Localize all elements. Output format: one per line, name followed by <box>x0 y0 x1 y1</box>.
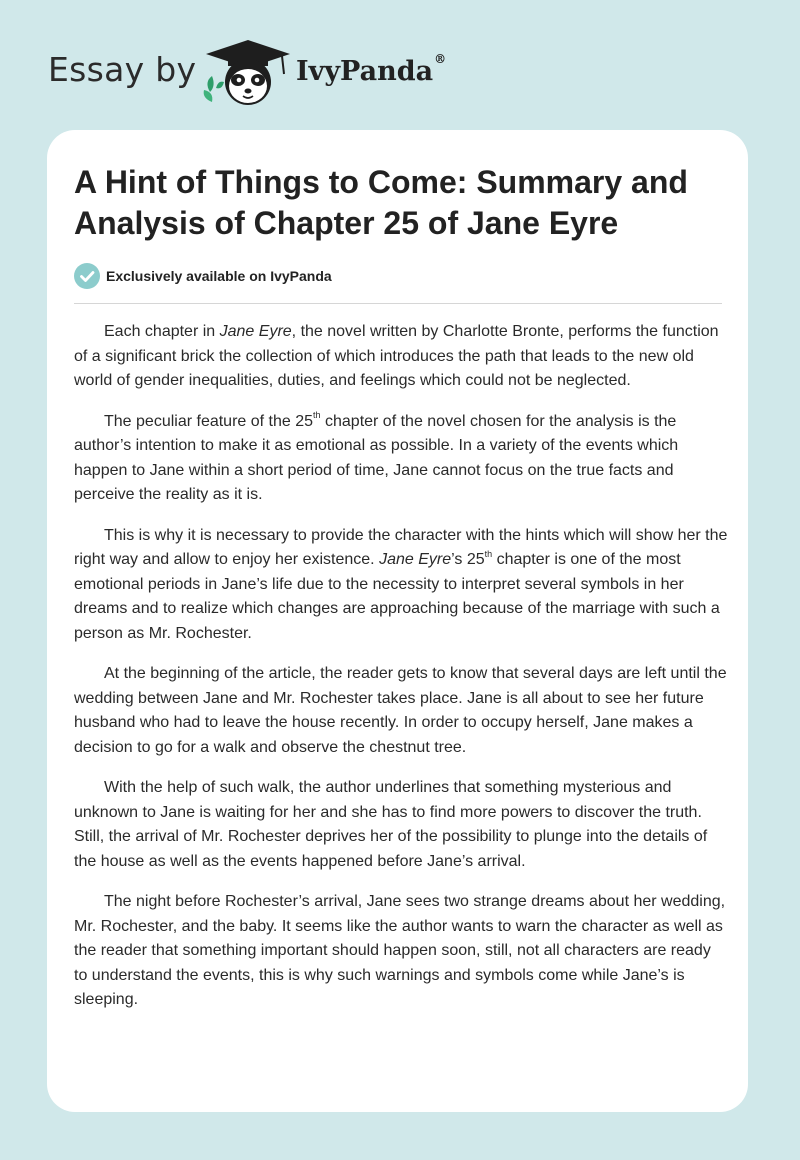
checkmark-icon <box>74 263 100 289</box>
divider <box>74 303 722 304</box>
paragraph: Each chapter in Jane Eyre, the novel written by Charlotte Bronte, performs the function of a significant brick the collection of which introduces the path that leads to the new old world of gender inequalities, duties, and feelings which could not be neglected. <box>74 323 719 389</box>
page-title: A Hint of Things to Come: Summary and Analysis of Chapter 25 of Jane Eyre <box>74 164 688 241</box>
brand-name[interactable] <box>296 52 447 87</box>
paragraph: The night before Rochester’s arrival, Jane sees two strange dreams about her wedding, Mr. Rochester, and the baby. It seems like the author wants to warn the character as well as the reader that something important should happen soon, still, not all characters are ready to understand the events, this is why such warnings and symbols come while Jane’s is sleeping. <box>74 893 726 1008</box>
paragraph: This is why it is necessary to provide the character with the hints which will show her the right way and allow to enjoy her existence. Jane Eyre’s 25th chapter is one of the most emotional periods in Jane’s life due to the necessity to interpret several symbols in her dreams and to realize which changes are approaching because of the marriage with such a person as Mr. Rochester. <box>74 526 728 642</box>
brand-name-text: IvyPanda <box>296 56 434 87</box>
brand-prefix: Essay by <box>48 50 197 89</box>
panda-graduate-icon[interactable] <box>200 38 296 108</box>
article-card <box>47 130 748 1112</box>
exclusive-label: Exclusively available on IvyPanda <box>106 268 332 284</box>
article-body <box>74 320 728 1029</box>
registered-mark: ® <box>434 52 447 66</box>
site-header <box>48 38 468 108</box>
paragraph: The peculiar feature of the 25th chapter of the novel chosen for the analysis is the author’s intention to make it as emotional as possible. In a variety of the events which happen to Jane within a short period of time, Jane cannot focus on the true facts and perceive the reality as it is. <box>74 410 679 503</box>
paragraph: With the help of such walk, the author underlines that something mysterious and unknown to Jane is waiting for her and she has to find more powers to discover the truth. Still, the arrival of Mr. Rochester deprives her of the possibility to plunge into the details of the house as well as the events happened before Jane’s arrival. <box>74 779 708 870</box>
paragraph: At the beginning of the article, the reader gets to know that several days are left until the wedding between Jane and Mr. Rochester takes place. Jane is all about to see her future husband who had to leave the house recently. In order to occupy herself, Jane makes a decision to go for a walk and observe the chestnut tree. <box>74 665 727 756</box>
